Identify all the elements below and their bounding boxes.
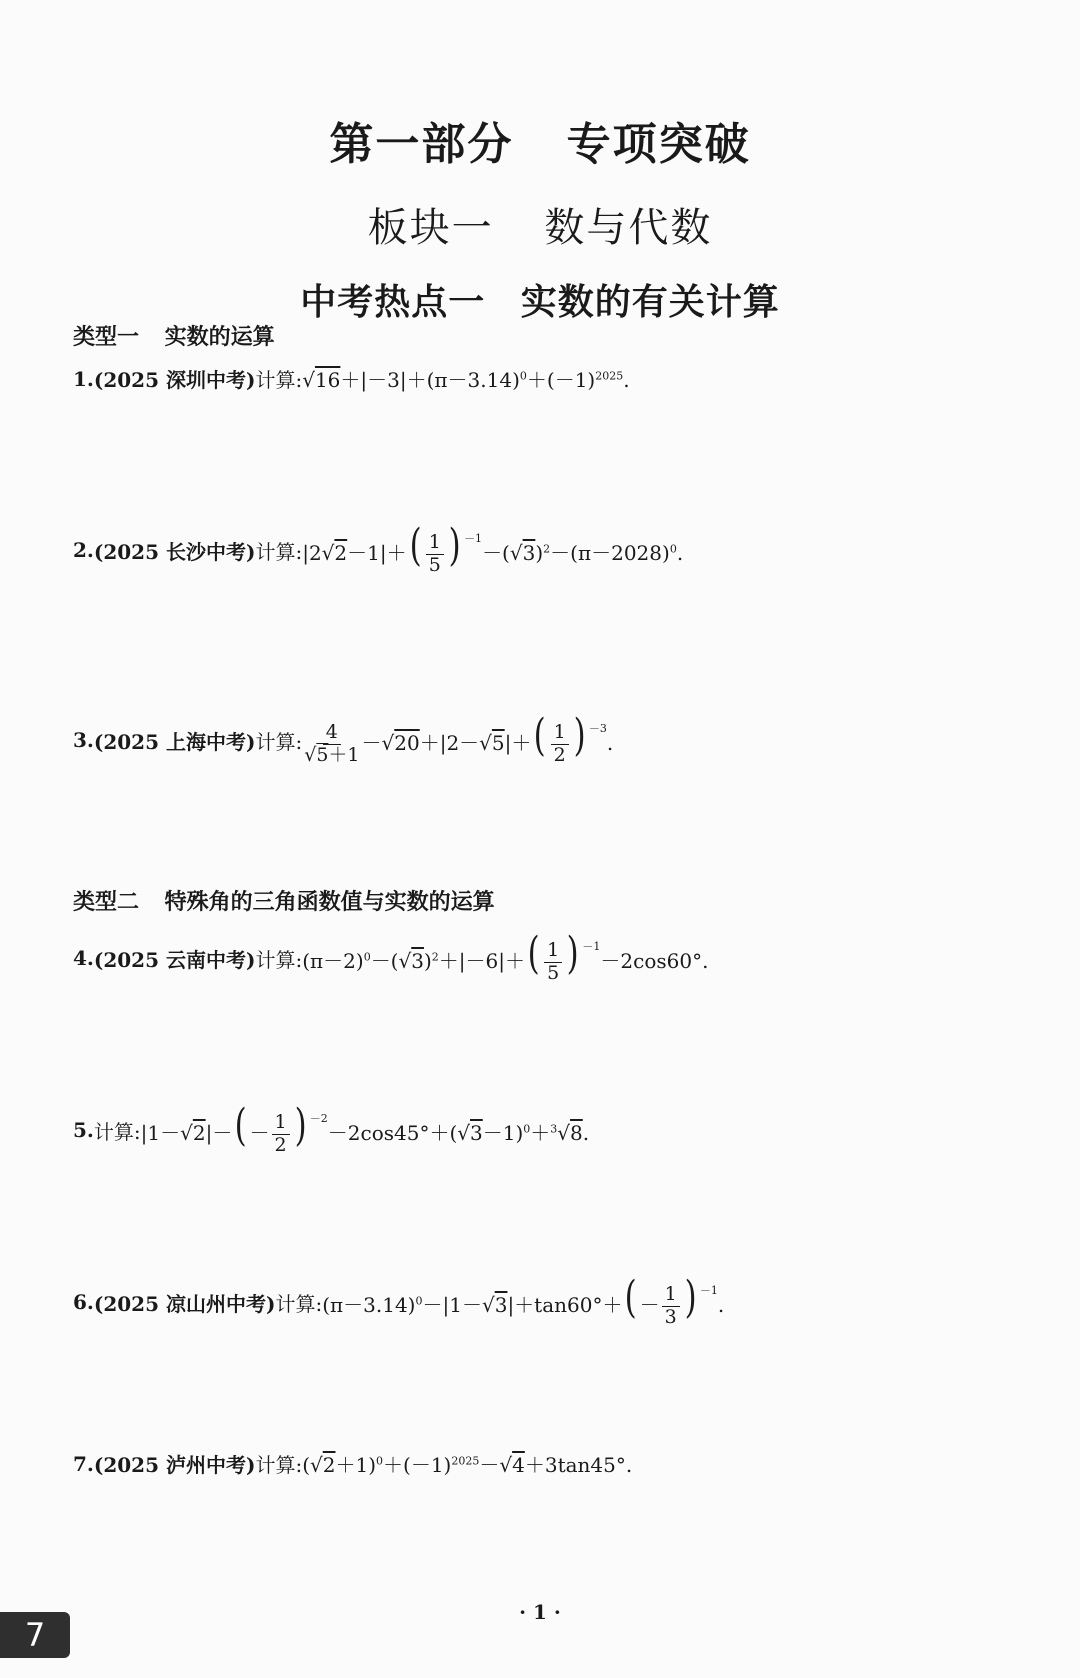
problem-source: (2025 上海中考) [93,729,256,754]
problem-expression: $(√2+1)^0+(-1)^{2025}-√4+3\tan 45^\circ$. [302,1453,633,1477]
problem-source: (2025 凉山州中考) [93,1291,276,1316]
problem-lead: 计算: [93,1119,141,1144]
hotspot-title: 中考热点一 实数的有关计算 [300,281,780,323]
problem-lead: 计算: [255,729,303,754]
problem-lead: 计算: [255,368,303,392]
problem-expression: $\frac{4}{√5+1}$ －√20＋|2－√5|＋( $\frac{1}{2}$ ) $^{-3}$. [304,710,614,766]
problem-5 [73,1100,590,1157]
section-type-one: 类型一 实数的运算 [73,325,275,350]
problem-expression: |2√2－1|＋( $\frac{1}{5}$ ) $^{-1}-(√3)^2-(\pi-2028)^0$. [302,520,684,576]
problem-number: 2. [73,538,94,563]
page-number: · 1 · [519,1600,561,1624]
problem-3 [73,710,614,767]
problem-lead: 计算: [255,539,303,564]
page-badge: 7 [0,1612,70,1658]
part-title: 第一部分 专项突破 [329,119,751,170]
problem-expression: $(\pi-2)^0-(√3)^2+|-6|+$( $\frac{1}{5}$ ) $^{-1}$－2cos60°. [302,928,709,984]
section-type-two: 类型二 特殊角的三角函数值与实数的运算 [73,890,495,915]
problem-number: 5. [73,1118,94,1143]
problem-expression: $√16+|-3|+(\pi-3.14)^0+(-1)^{2025}$. [302,368,630,392]
problem-expression: $(\pi-3.14)^0-|1-√3|+\tan 60^\circ+$( － $\frac{1}{3}$ ) $^{-1}$. [322,1272,725,1328]
block-title: 板块一 数与代数 [367,205,713,251]
problem-source: (2025 泸州中考) [93,1453,256,1477]
problem-number: 7. [73,1451,94,1476]
problem-number: 1. [73,366,94,391]
problem-4 [73,928,709,985]
problem-6 [73,1272,725,1329]
problem-number: 6. [73,1290,94,1315]
problem-source: (2025 深圳中考) [93,368,256,392]
problem-source: (2025 长沙中考) [93,539,256,564]
problem-lead: 计算: [255,947,303,972]
problem-lead: 计算: [255,1453,303,1477]
problem-number: 4. [73,946,94,971]
problem-source: (2025 云南中考) [93,947,256,972]
problem-1 [73,364,630,393]
problem-7 [73,1449,632,1478]
problem-2 [73,520,684,577]
problem-lead: 计算: [275,1291,323,1316]
problem-expression: |1－√2|－( － $\frac{1}{2}$ ) $^{-2}-2\cos 45^\circ+(√3-1)^0+^3√8$. [140,1100,590,1156]
problem-number: 3. [73,728,94,753]
